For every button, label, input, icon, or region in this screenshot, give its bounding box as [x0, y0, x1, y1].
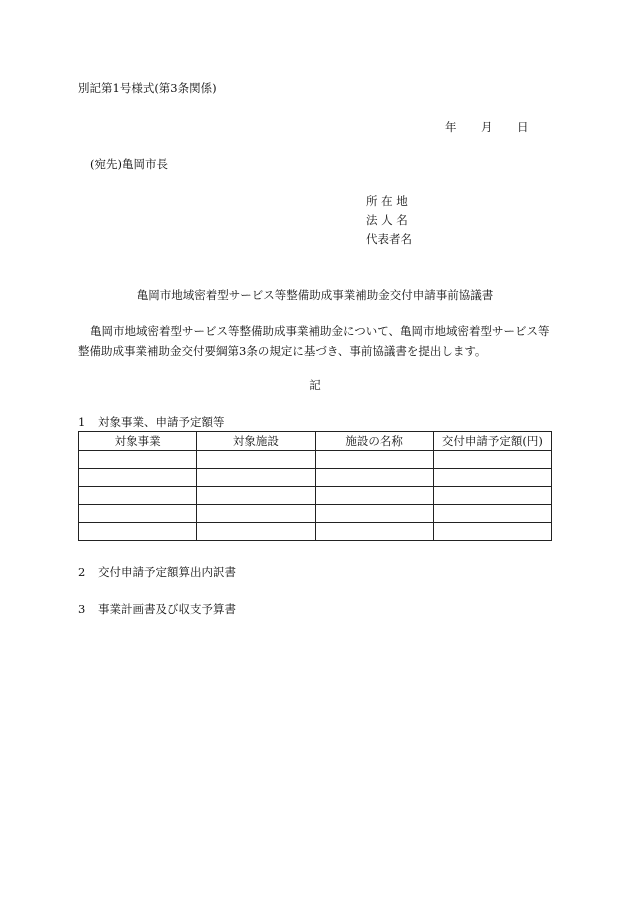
table-cell	[79, 505, 197, 523]
table-row	[79, 469, 552, 487]
item-2-heading	[78, 564, 236, 580]
corporation-label: 法 人 名	[366, 213, 408, 227]
form-number: 別記第1号様式(第3条関係)	[78, 81, 217, 95]
item-2-label: 交付申請予定額算出内訳書	[98, 565, 236, 579]
table-cell	[433, 523, 551, 541]
table-cell	[315, 487, 433, 505]
item-1-number: 1	[78, 415, 86, 429]
applicant-block	[366, 192, 412, 249]
table-cell	[433, 451, 551, 469]
table-cell	[315, 451, 433, 469]
table-cell	[79, 523, 197, 541]
addressee: (宛先)亀岡市長	[90, 157, 168, 171]
table-cell	[433, 487, 551, 505]
table-row	[79, 487, 552, 505]
item-1-heading	[78, 414, 225, 430]
table-cell	[79, 451, 197, 469]
table-header-row	[79, 432, 552, 451]
item-3-heading	[78, 601, 236, 617]
table-row	[79, 523, 552, 541]
table-cell	[197, 523, 315, 541]
document-title: 亀岡市地域密着型サービス等整備助成事業補助金交付申請事前協議書	[136, 288, 494, 302]
date-month: 月	[481, 120, 493, 134]
project-table	[78, 431, 552, 541]
date-year: 年	[445, 120, 457, 134]
item-2-number: 2	[78, 565, 86, 579]
body-paragraph: 亀岡市地域密着型サービス等整備助成事業補助金について、亀岡市地域密着型サービス等整備助成事業補助金交付要綱第3条の規定に基づき、事前協議書を提出します。	[78, 324, 550, 358]
table-cell	[433, 505, 551, 523]
column-header: 交付申請予定額(円)	[433, 432, 551, 451]
table-cell	[315, 469, 433, 487]
table-row	[79, 505, 552, 523]
item-3-number: 3	[78, 602, 86, 616]
column-header: 対象事業	[79, 432, 197, 451]
table-cell	[79, 469, 197, 487]
table-cell	[315, 505, 433, 523]
table-cell	[433, 469, 551, 487]
table-cell	[197, 487, 315, 505]
table-cell	[79, 487, 197, 505]
date-line	[445, 119, 529, 135]
table-row	[79, 451, 552, 469]
address-label: 所 在 地	[366, 194, 408, 208]
table-cell	[197, 451, 315, 469]
item-1-label: 対象事業、申請予定額等	[98, 415, 225, 429]
representative-label: 代表者名	[366, 232, 412, 246]
column-header: 施設の名称	[315, 432, 433, 451]
table-cell	[197, 469, 315, 487]
date-day: 日	[517, 120, 529, 134]
column-header: 対象施設	[197, 432, 315, 451]
table-cell	[315, 523, 433, 541]
item-3-label: 事業計画書及び収支予算書	[98, 602, 236, 616]
table-cell	[197, 505, 315, 523]
ki-heading: 記	[309, 378, 321, 392]
